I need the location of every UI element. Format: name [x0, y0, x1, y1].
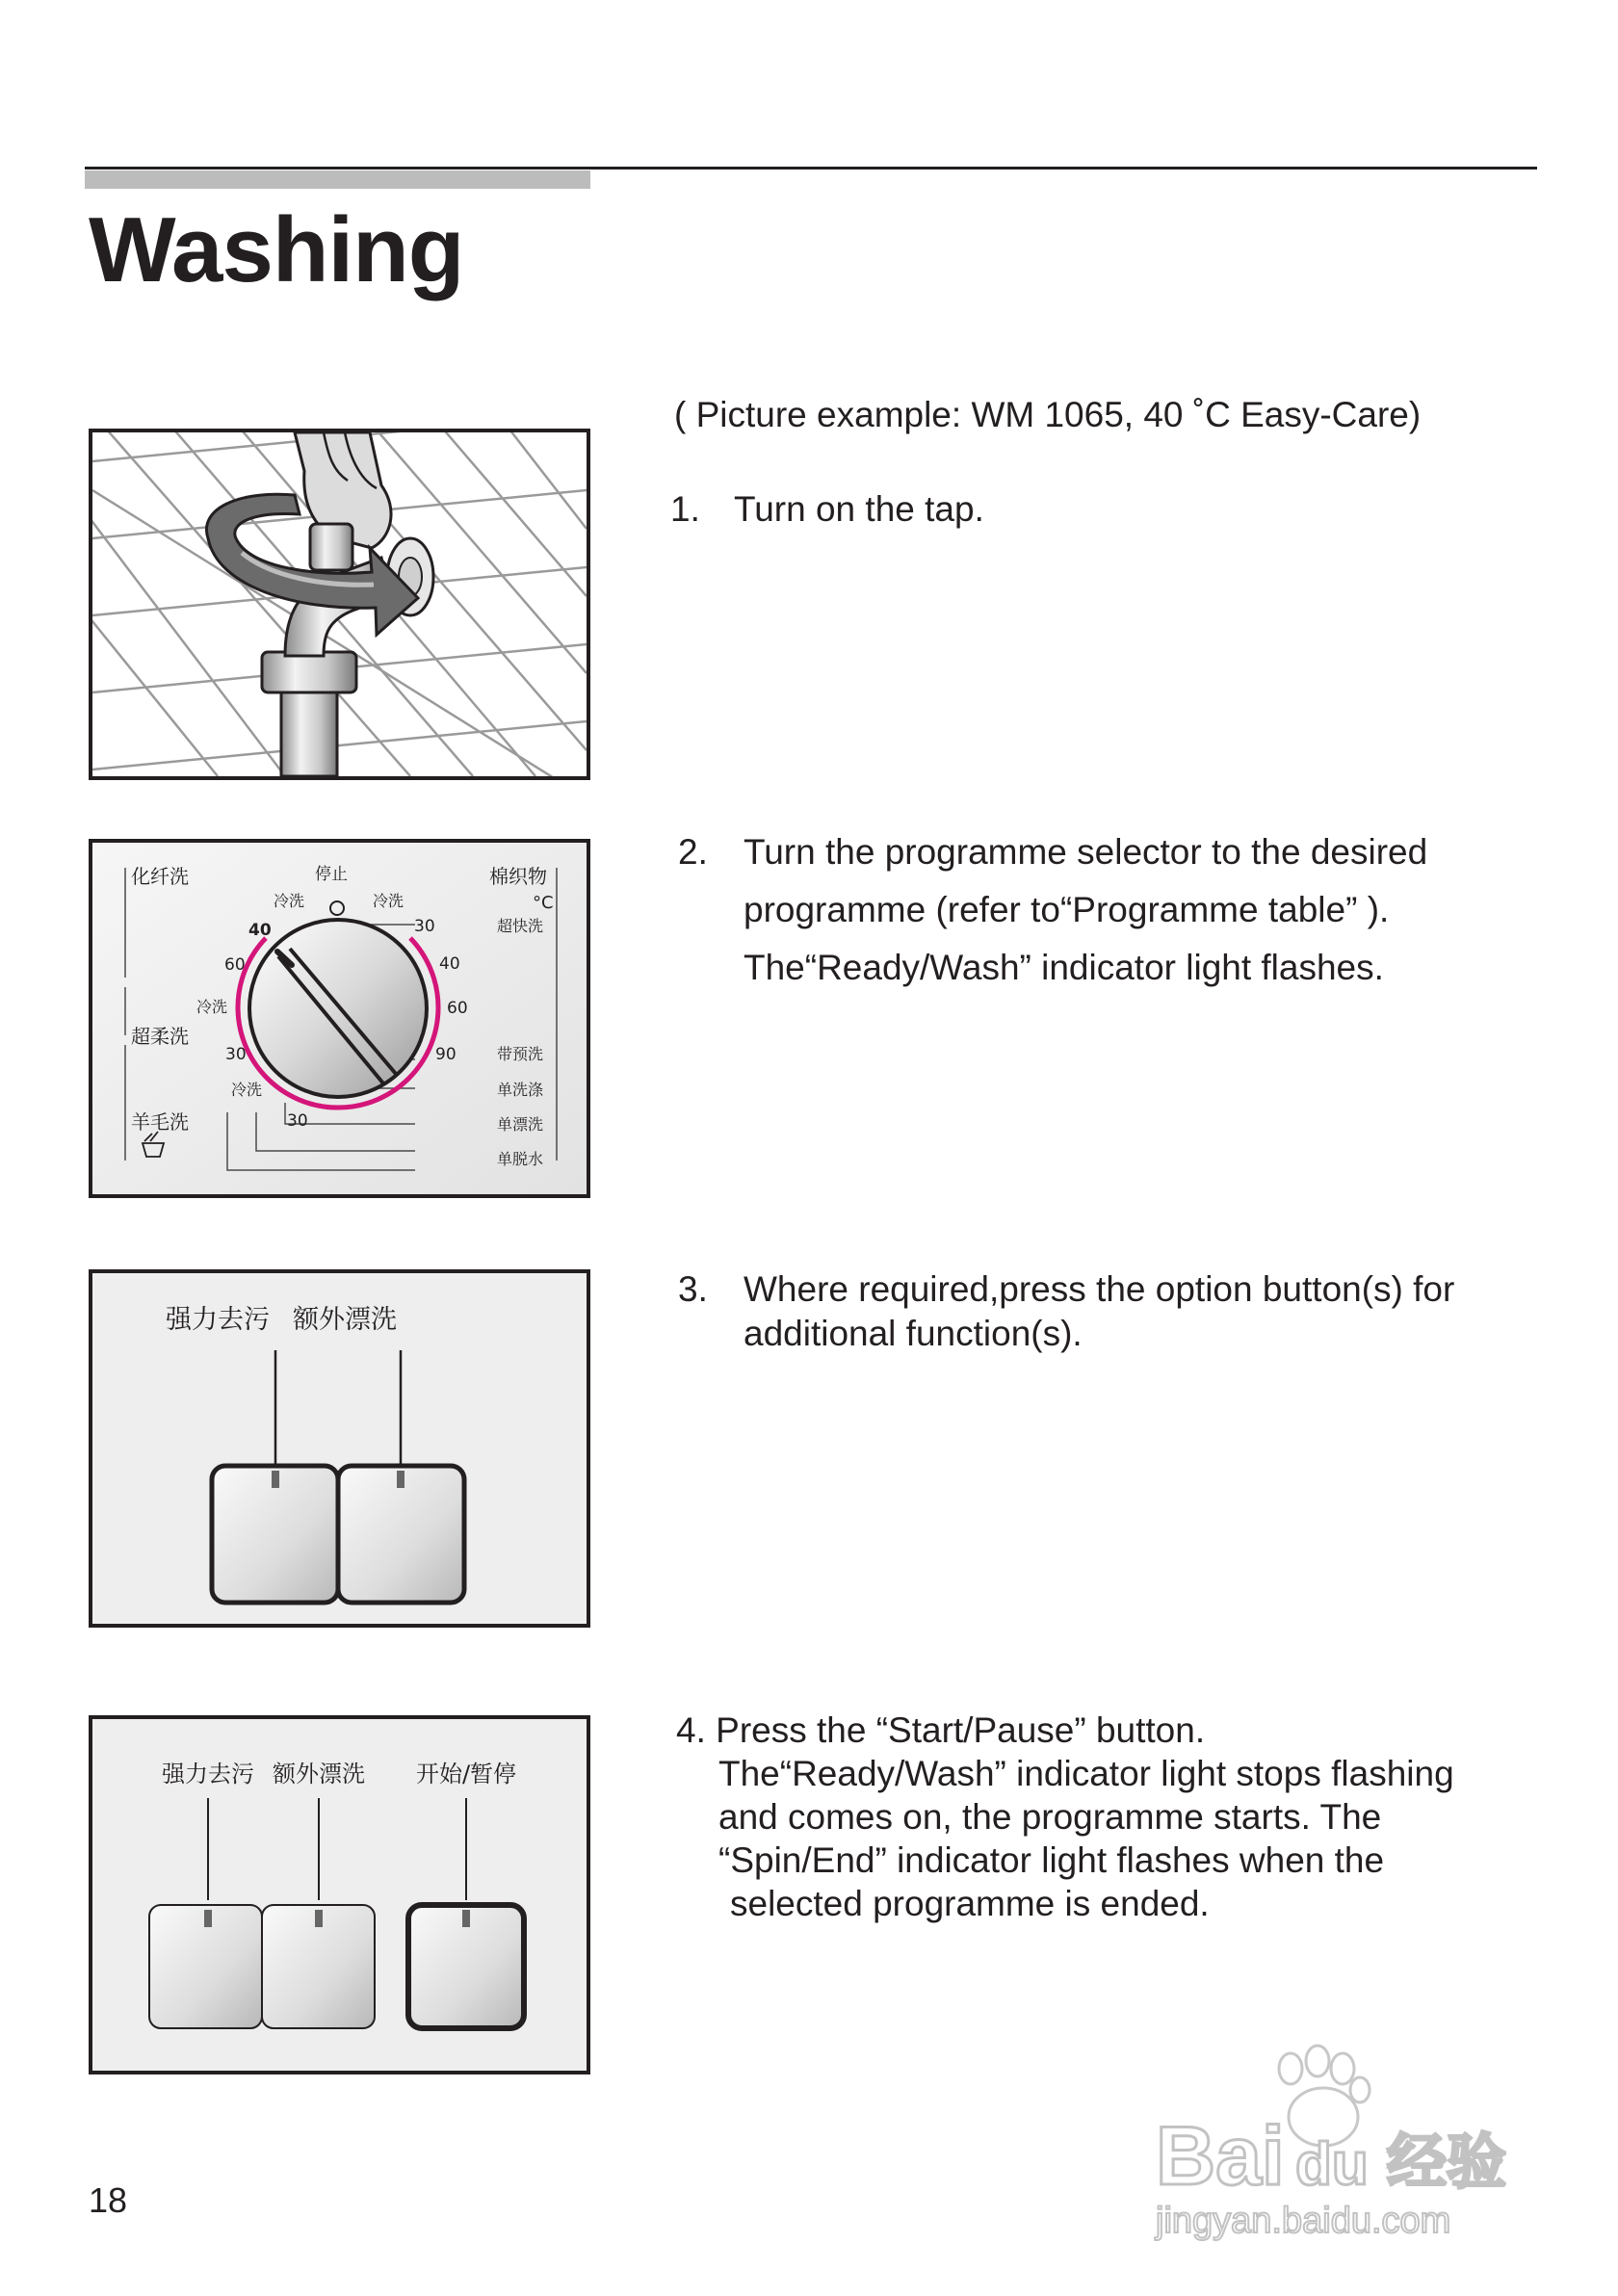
temp-left-40: 40 [248, 921, 272, 940]
extra-rinse-indicator [397, 1471, 404, 1488]
step-3-number: 3. [678, 1269, 708, 1309]
option-buttons-svg [92, 1273, 587, 1624]
dial-label-cold-left: 冷洗 [274, 892, 305, 910]
temp-right-60: 60 [447, 999, 468, 1018]
watermark-suffix: 经验 [1387, 2126, 1507, 2197]
dial-label-cold-right: 冷洗 [373, 892, 404, 910]
extra-rinse-indicator-2 [315, 1910, 323, 1927]
start-pause-panel [89, 1715, 590, 2074]
picture-example-note: ( Picture example: WM 1065, 40 ˚C Easy-Care) [674, 395, 1422, 434]
dial-label-delicate: 超柔洗 [131, 1025, 189, 1048]
page-number: 18 [89, 2180, 128, 2220]
temp-right-90: 90 [435, 1045, 457, 1064]
dial-label-delicate-30: 30 [225, 1045, 247, 1064]
dial-label-wool: 羊毛洗 [131, 1110, 189, 1134]
dial-label-rinse: 单漂洗 [497, 1115, 544, 1134]
dial-label-wool-cold: 冷洗 [231, 1081, 263, 1099]
baidu-watermark-svg [1146, 2040, 1551, 2242]
temp-right-40: 40 [439, 954, 460, 974]
option-buttons-panel [89, 1269, 590, 1628]
start-pause-svg [92, 1719, 587, 2071]
header-rule [85, 167, 1537, 170]
step-1-text: Turn on the tap. [734, 489, 984, 529]
temp-right-30: 30 [414, 917, 435, 936]
dial-label-wash: 单洗涤 [497, 1081, 544, 1099]
tap-illustration [89, 429, 590, 780]
step-3-line-2: additional function(s). [744, 1314, 1083, 1353]
step-3-line-1: Where required,press the option button(s) for [744, 1269, 1455, 1309]
step-2-line-3: The“Ready/Wash” indicator light flashes. [744, 948, 1384, 987]
step-2-line-2: programme (refer to“Programme table” ). [744, 890, 1390, 929]
dial-label-delicate-cold: 冷洗 [196, 998, 228, 1016]
label-extra-rinse: 额外漂洗 [293, 1305, 397, 1335]
label-intensive-2: 强力去污 [162, 1761, 254, 1787]
start-pause-indicator [462, 1910, 470, 1927]
watermark-url: jingyan.baidu.com [1156, 2201, 1451, 2241]
programme-selector-svg [92, 843, 587, 1194]
step-2-number: 2. [678, 832, 708, 872]
dial-label-synthetic: 化纤洗 [131, 865, 189, 888]
dial-label-quick: 超快洗 [497, 917, 544, 935]
step-1-number: 1. [670, 489, 700, 529]
header-bar [85, 170, 590, 189]
dial-label-cotton: 棉织物 [489, 865, 547, 888]
programme-selector-panel [89, 839, 590, 1198]
label-intensive: 强力去污 [166, 1305, 270, 1335]
intensive-indicator [272, 1471, 279, 1488]
dial-label-spin: 单脱水 [497, 1150, 544, 1168]
label-start-pause: 开始/暂停 [415, 1761, 517, 1787]
page-title: Washing [89, 198, 464, 301]
step-4-line-3: and comes on, the programme starts. The [718, 1797, 1382, 1837]
step-4-line-5: selected programme is ended. [730, 1884, 1210, 1923]
programme-knob[interactable] [249, 920, 427, 1097]
baidu-watermark [1146, 2040, 1551, 2242]
step-4-line-2: The“Ready/Wash” indicator light stops flashing [718, 1754, 1454, 1793]
dial-label-celsius: °C [533, 893, 554, 913]
intensive-indicator-2 [204, 1910, 212, 1927]
tap-illustration-svg [92, 432, 587, 776]
temp-left-60: 60 [224, 955, 246, 975]
dial-label-wool-30: 30 [287, 1111, 308, 1131]
dial-label-prewash: 带预洗 [497, 1045, 544, 1063]
label-extra-rinse-2: 额外漂洗 [273, 1761, 365, 1787]
step-4-line-4: “Spin/End” indicator light flashes when the [718, 1840, 1385, 1880]
step-4-line-1: 4. Press the “Start/Pause” button. [676, 1710, 1206, 1750]
watermark-brand: Bai [1156, 2110, 1285, 2203]
watermark-brand-2: du [1295, 2131, 1369, 2198]
dial-label-stop: 停止 [315, 865, 348, 884]
step-2-line-1: Turn the programme selector to the desired [744, 832, 1428, 872]
